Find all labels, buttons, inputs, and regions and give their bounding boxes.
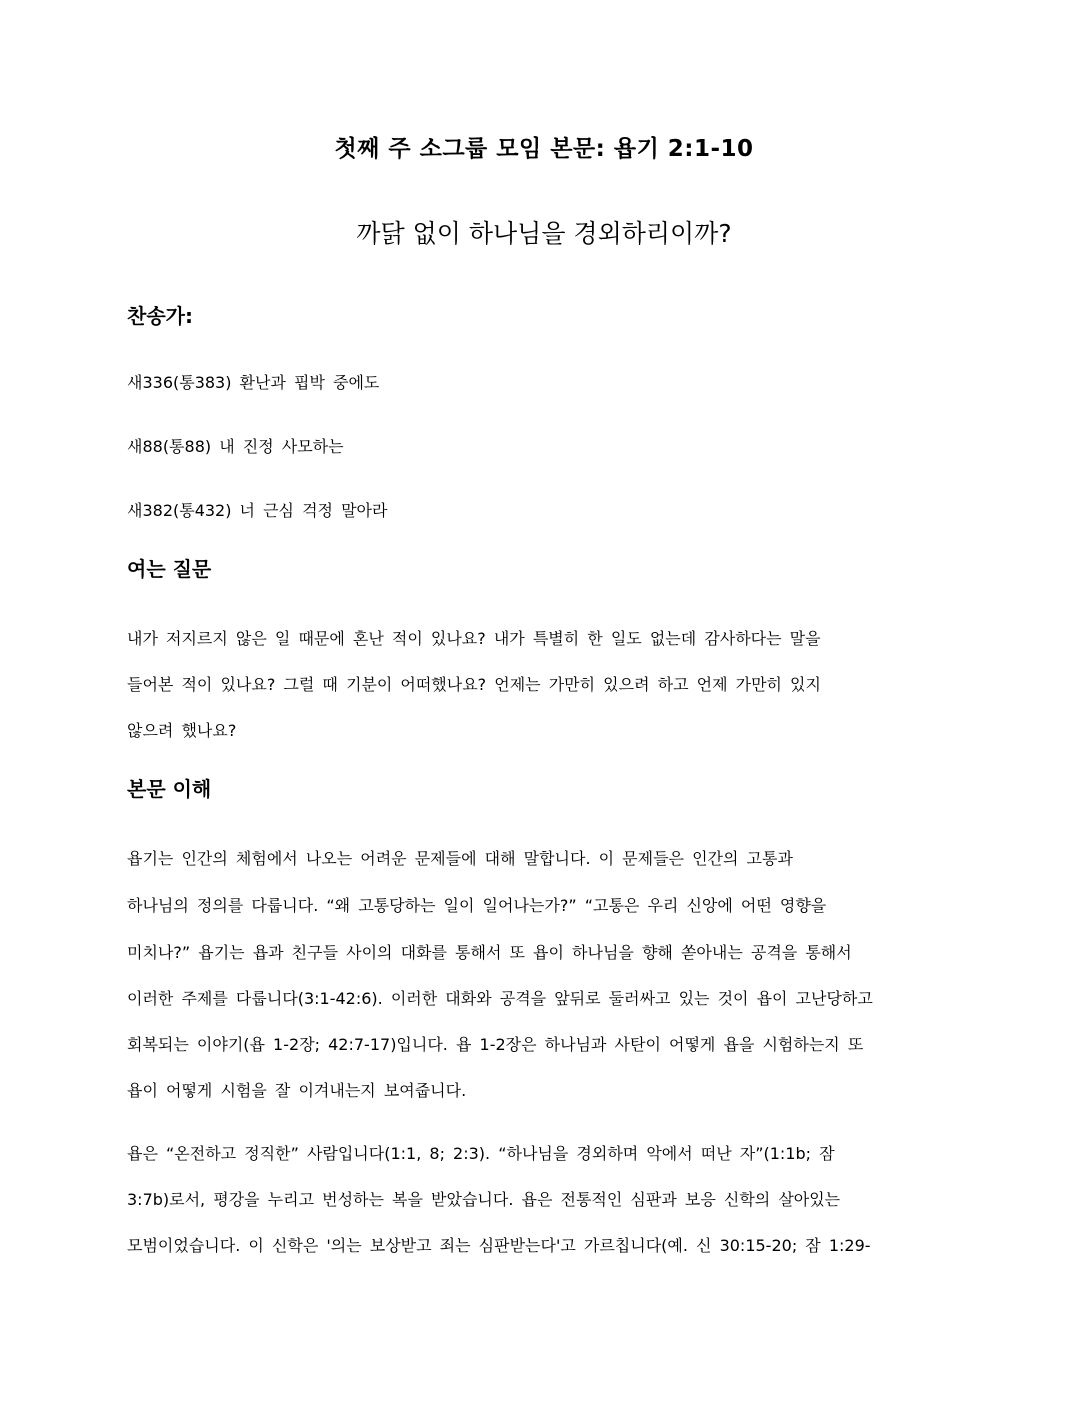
text-understanding-heading: 본문 이해: [127, 777, 212, 801]
paragraph-line: 욥은 “온전하고 정직한” 사람입니다(1:1, 8; 2:3). “하나님을 경외하며 악에서 떠난 자”(1:1b; 잠: [127, 1144, 835, 1163]
hymn-item: 새88(통88) 내 진정 사모하는: [127, 437, 344, 456]
paragraph-line: 3:7b)로서, 평강을 누리고 번성하는 복을 받았습니다. 욥은 전통적인 심판과 보응 신학의 살아있는: [127, 1190, 841, 1209]
hymn-item: 새382(통432) 너 근심 걱정 말아라: [127, 501, 388, 520]
paragraph-line: 모범이었습니다. 이 신학은 '의는 보상받고 죄는 심판받는다'고 가르칩니다(예. 신 30:15-20; 잠 1:29-: [127, 1236, 871, 1255]
page-subtitle: 까닭 없이 하나님을 경외하리이까?: [356, 219, 732, 248]
paragraph-line: 회복되는 이야기(욥 1-2장; 42:7-17)입니다. 욥 1-2장은 하나님과 사탄이 어떻게 욥을 시험하는지 또: [127, 1035, 864, 1054]
paragraph-line: 이러한 주제를 다룹니다(3:1-42:6). 이러한 대화와 공격을 앞뒤로 둘러싸고 있는 것이 욥이 고난당하고: [127, 989, 873, 1008]
paragraph-line: 욥이 어떻게 시험을 잘 이겨내는지 보여줍니다.: [127, 1081, 467, 1100]
paragraph-line: 하나님의 정의를 다룹니다. “왜 고통당하는 일이 일어나는가?” “고통은 우리 신앙에 어떤 영향을: [127, 896, 827, 915]
opening-question-heading: 여는 질문: [127, 557, 212, 581]
hymn-item: 새336(통383) 환난과 핍박 중에도: [127, 373, 380, 392]
paragraph-line: 욥기는 인간의 체험에서 나오는 어려운 문제들에 대해 말합니다. 이 문제들은 인간의 고통과: [127, 849, 793, 868]
hymns-heading: 찬송가:: [127, 304, 193, 328]
opening-question-line: 않으려 했나요?: [127, 721, 237, 740]
opening-question-line: 들어본 적이 있나요? 그럴 때 기분이 어떠했나요? 언제는 가만히 있으려 하고 언제 가만히 있지: [127, 675, 821, 694]
opening-question-line: 내가 저지르지 않은 일 때문에 혼난 적이 있나요? 내가 특별히 한 일도 없는데 감사하다는 말을: [127, 629, 821, 648]
paragraph-line: 미치나?” 욥기는 욥과 친구들 사이의 대화를 통해서 또 욥이 하나님을 향해 쏟아내는 공격을 통해서: [127, 943, 852, 962]
page-title: 첫째 주 소그룹 모임 본문: 욥기 2:1-10: [334, 136, 754, 162]
